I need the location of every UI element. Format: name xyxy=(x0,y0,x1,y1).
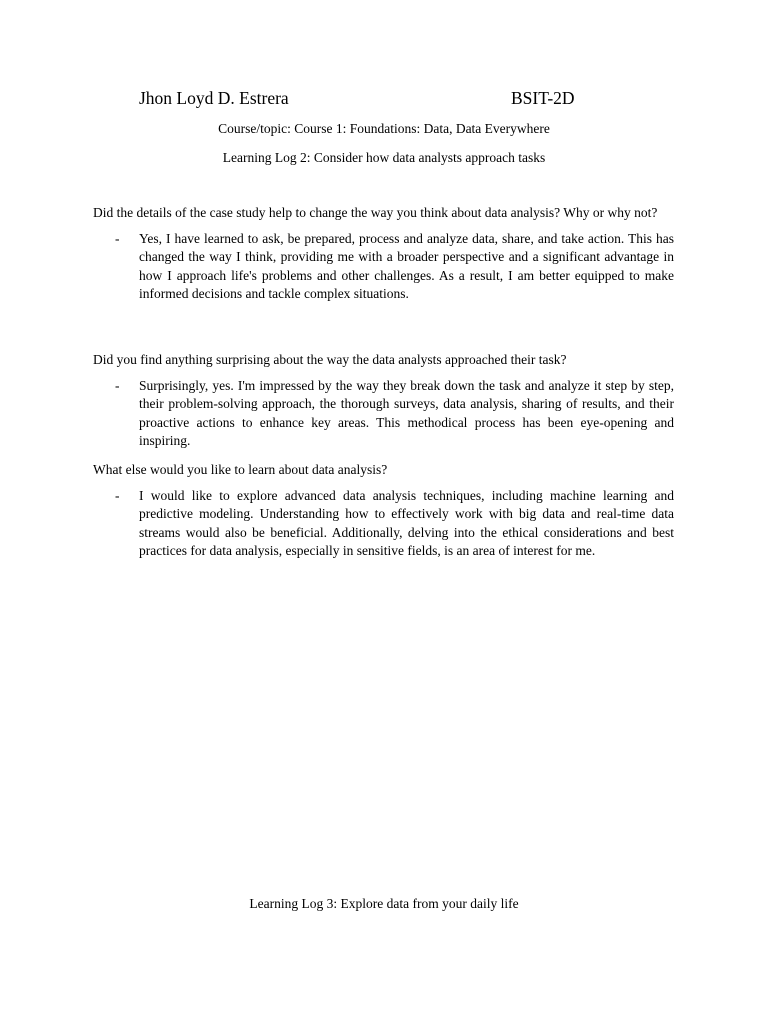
qa-item-3 xyxy=(93,461,674,561)
course-topic: Course/topic: Course 1: Foundations: Data, Data Everywhere xyxy=(218,121,550,136)
answer-2 xyxy=(115,377,674,451)
qa-item-1 xyxy=(93,204,674,304)
question-3: What else would you like to learn about data analysis? xyxy=(93,462,388,477)
document-header xyxy=(139,88,589,112)
answer-1 xyxy=(115,230,674,304)
bullet-dash: - xyxy=(115,230,120,246)
answer-text-2: Surprisingly, yes. I'm impressed by the way they break down the task and analyze it step by step, their problem-solving approach, the thorough surveys, data analysis, sharing of results, and their proactive actions to enhance key areas. This methodical process has been eye-opening and inspiring. xyxy=(139,377,674,448)
bullet-dash: - xyxy=(115,487,120,503)
answer-text-1: Yes, I have learned to ask, be prepared, process and analyze data, share, and take action. This has changed the way I think, providing me with a broader perspective and a significant advantage in how I approach life's problems and other challenges. As a result, I am better equipped to make informed decisions and tackle complex situations. xyxy=(139,230,674,301)
bullet-dash: - xyxy=(115,377,120,393)
qa-item-2 xyxy=(93,351,674,451)
question-2: Did you find anything surprising about the way the data analysts approached their task? xyxy=(93,352,567,367)
author-name: Jhon Loyd D. Estrera xyxy=(139,88,289,108)
answer-text-3: I would like to explore advanced data analysis techniques, including machine learning and predictive modeling. Understanding how to effectively work with big data and real-time data streams would also be beneficial. Additionally, delving into the ethical considerations and best practices for data analysis, especially in sensitive fields, is an area of interest for me. xyxy=(139,487,674,558)
question-1: Did the details of the case study help to change the way you think about data analysis? Why or why not? xyxy=(93,205,658,220)
learning-log-2-title: Learning Log 2: Consider how data analysts approach tasks xyxy=(222,150,546,165)
answer-3 xyxy=(115,487,674,561)
learning-log-3-title: Learning Log 3: Explore data from your daily life xyxy=(249,896,519,911)
section-code: BSIT-2D xyxy=(511,88,575,108)
